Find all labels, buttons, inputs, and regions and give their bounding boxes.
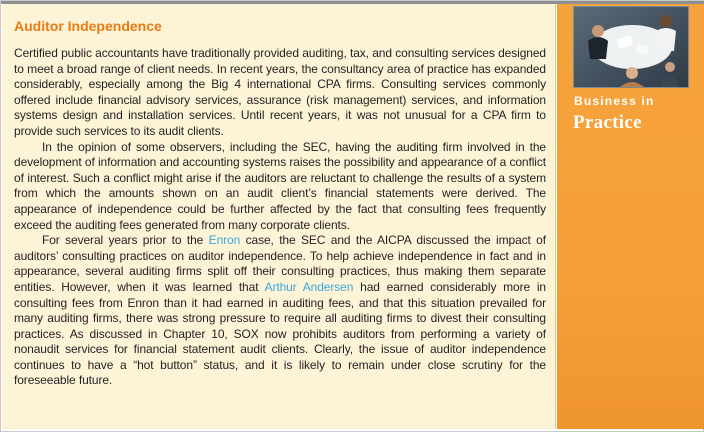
paragraph-1 bbox=[14, 46, 546, 140]
practice-label: Practice bbox=[573, 112, 642, 133]
feature-title: Auditor Independence bbox=[14, 18, 162, 34]
meeting-illustration-icon bbox=[574, 7, 688, 87]
paragraph-3-text-b: case, the SEC and the AICPA discussed the impact of auditors’ consulting practices on auditor independence. To help achieve independence in fact and in appearance, several auditing firms split off their consulting practices, thus making them separate entities. However, when it was learned that bbox=[14, 233, 546, 294]
sidebar-panel bbox=[557, 4, 704, 429]
arthur-andersen-link[interactable]: Arthur Andersen bbox=[264, 279, 354, 294]
paragraph-1-text: Certified public accountants have traditionally provided auditing, tax, and consulting services designed to meet a broad range of client needs. In recent years, the consultancy area of practice has expanded considerably, especially among the Big 4 international CPA firms. Consulting services commonly offered include financial advisory services, assurance (risk management) services, and information systems design and installation services. Until recent years, it was not unusual for a CPA firm to provide such services to its audit clients. bbox=[14, 46, 546, 138]
paragraph-3-text-a: For several years prior to the bbox=[42, 233, 209, 248]
paragraph-2-text: In the opinion of some observers, including the SEC, having the auditing firm involved in the development of information and accounting systems raises the possibility and appearance of a conflict of interest. Such a conflict might arise if the auditors are reluctant to challenge the results of a system from which the amounts shown on an audit client’s financial statements were derived. The appearance of independence could be further affected by the fact that consulting fees frequently exceed the auditing fees generated from many corporate clients. bbox=[14, 139, 546, 232]
feature-box bbox=[2, 4, 556, 429]
paragraph-2 bbox=[14, 140, 546, 234]
paragraph-3-text-c: had earned considerably more in consulting fees from Enron than it had earned in auditing fees, and that this situation prevailed for many auditing firms, there was strong pressure to require all auditing firms to divest their consulting practices. As discussed in Chapter 10, SOX now prohibits auditors from performing a variety of nonaudit services for financial statement audit clients. Clearly, the issue of auditor independence continues to have a “hot button” status, and it is likely to remain under close scrutiny for the foreseeable future. bbox=[14, 279, 546, 388]
business-in-label: Business in bbox=[574, 94, 655, 108]
enron-link[interactable]: Enron bbox=[208, 233, 241, 248]
paragraph-3 bbox=[14, 233, 546, 389]
business-meeting-photo bbox=[573, 6, 689, 88]
